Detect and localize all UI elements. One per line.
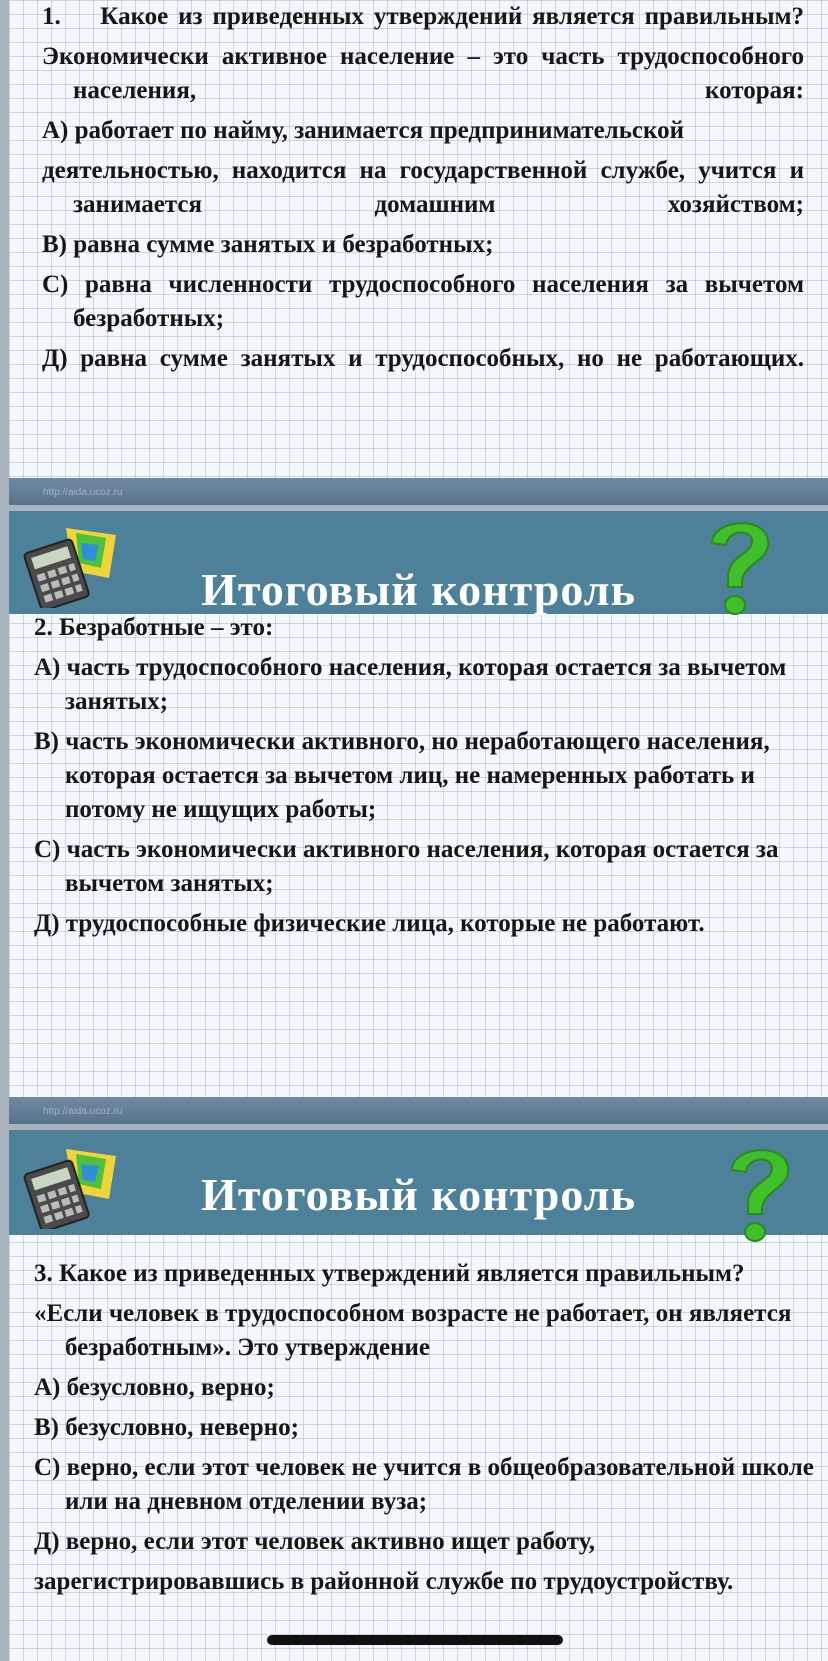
slide-3: [9, 1130, 828, 1661]
option-b: В) безусловно, неверно;: [34, 1414, 299, 1441]
option-a: А) работает по найму, занимается предпринимательской: [42, 117, 684, 144]
slide-1: [9, 0, 828, 505]
question-2: 2. Безработные – это:: [34, 614, 274, 641]
slide-2-text: [34, 611, 804, 947]
option-a: А) безусловно, верно;: [34, 1374, 275, 1401]
option-d: Д) верно, если этот человек активно ищет работу,: [34, 1528, 595, 1555]
question-3: 3. Какое из приведенных утверждений является правильным?: [34, 1260, 745, 1287]
option-b: В) равна сумме занятых и безработных;: [42, 231, 494, 258]
slide-3-text: [34, 1257, 824, 1605]
footer-url: http://aida.ucoz.ru: [43, 487, 123, 498]
option-d-continued: зарегистрировавшись в районной службе по трудоустройству.: [34, 1568, 734, 1595]
footer-url: http://aida.ucoz.ru: [43, 1106, 123, 1117]
option-c: С) верно, если этот человек не учится в общеобразовательной школе или на дневном отделении вуза;: [34, 1454, 814, 1515]
statement: «Если человек в трудоспособном возрасте не работает, он является безработным». Это утверждение: [34, 1300, 792, 1361]
question-1: 1. Какое из приведенных утверждений является правильным?: [42, 3, 804, 30]
option-b: В) часть экономически активного, но неработающего населения, которая остается за вычетом лиц, не намеренных работать и потому не ищущих работы;: [34, 728, 770, 823]
slide-2: [9, 511, 828, 1124]
slide-footer: [9, 478, 828, 505]
option-a-continued: деятельностью, находится на государственной службе, учится и занимается домашним хозяйством;: [42, 157, 804, 218]
question-mark-icon: [694, 511, 784, 621]
slide-title: Итоговый контроль: [201, 564, 636, 615]
question-mark-icon: [714, 1138, 804, 1248]
home-indicator[interactable]: [267, 1635, 563, 1645]
question-1-stem: Экономически активное население – это часть трудоспособного населения, которая:: [42, 43, 804, 104]
option-c: С) равна численности трудоспособного населения за вычетом безработных;: [42, 271, 804, 332]
option-d: Д) трудоспособные физические лица, которые не работают.: [34, 910, 705, 937]
slide-title: Итоговый контроль: [201, 1169, 636, 1220]
option-d: Д) равна сумме занятых и трудоспособных, но не работающих.: [42, 345, 804, 372]
slide-1-text: [42, 0, 804, 382]
option-a: А) часть трудоспособного населения, которая остается за вычетом занятых;: [34, 654, 787, 715]
slide-footer: [9, 1097, 828, 1124]
option-c: С) часть экономически активного населения, которая остается за вычетом занятых;: [34, 836, 779, 897]
